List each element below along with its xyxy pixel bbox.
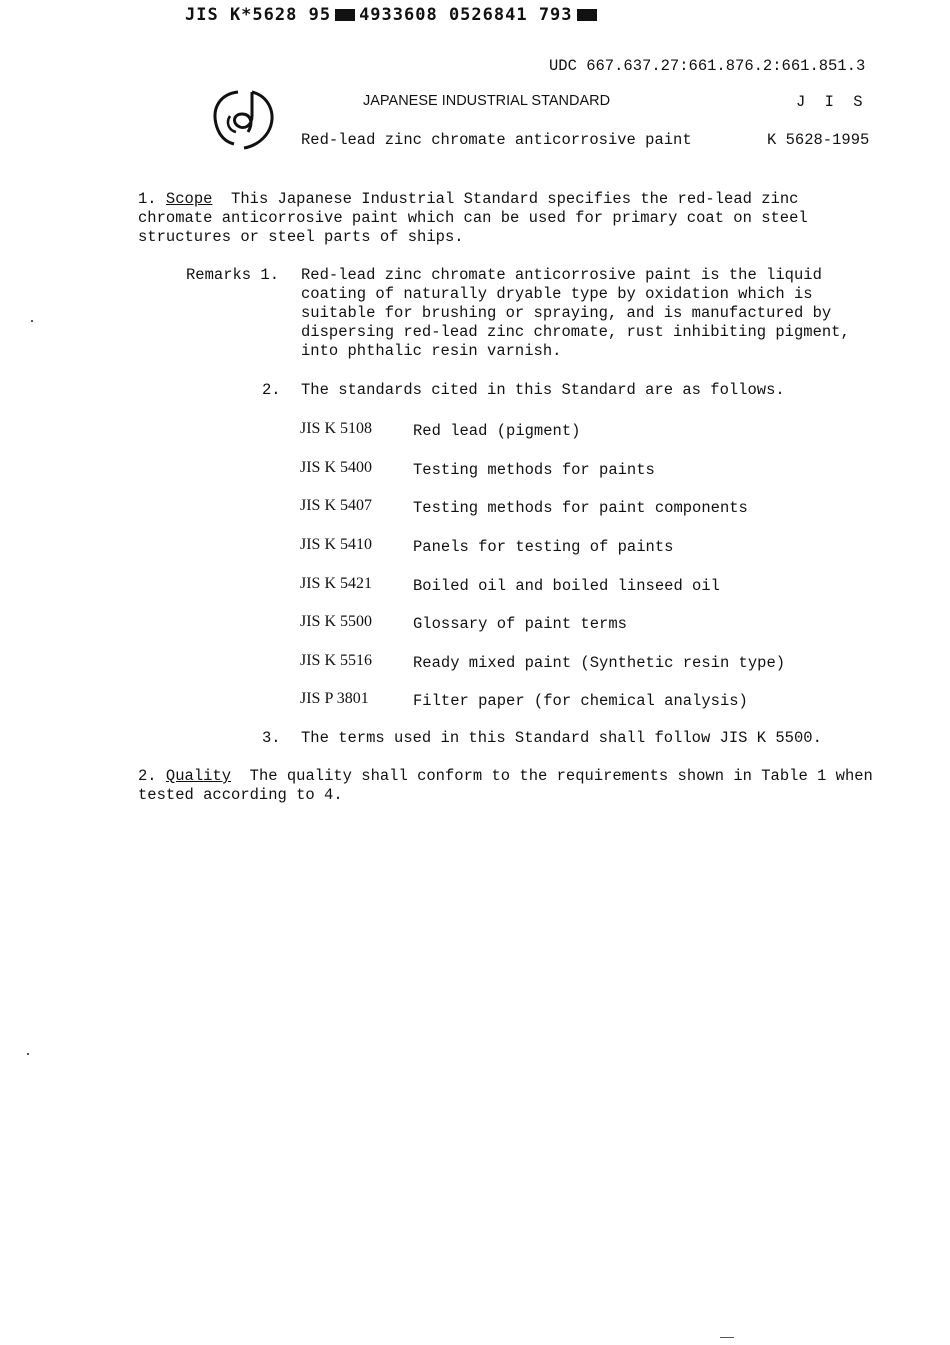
jis-mark-text: J I S	[796, 93, 868, 111]
standard-title: Filter paper (for chemical analysis)	[413, 692, 748, 710]
udc-number: UDC 667.637.27:661.876.2:661.851.3	[549, 57, 866, 75]
document-number: K 5628-1995	[767, 131, 870, 149]
remarks-item-3-number: 3.	[262, 729, 281, 747]
standard-code: JIS K 5108	[300, 420, 373, 437]
jis-mark-icon	[208, 86, 278, 154]
standard-title: Ready mixed paint (Synthetic resin type)	[413, 654, 786, 672]
code-prefix: JIS K*5628 95	[185, 5, 332, 25]
code-mid: 4933608 0526841 793	[359, 5, 573, 25]
section-text: The quality shall conform to the requirements shown in Table 1 when tested according to 4.	[138, 767, 873, 804]
section-scope	[138, 190, 878, 247]
standard-code: JIS K 5400	[300, 459, 373, 476]
standard-title: Testing methods for paints	[413, 461, 655, 479]
standard-title: Boiled oil and boiled linseed oil	[413, 577, 720, 595]
scan-speck	[720, 1337, 734, 1338]
remarks-item-2-number: 2.	[262, 381, 281, 399]
standard-code: JIS K 5410	[300, 536, 373, 553]
standard-title: Testing methods for paint components	[413, 499, 748, 517]
scan-speck	[31, 320, 33, 322]
standard-title: Panels for testing of paints	[413, 538, 674, 556]
section-number: 1.	[138, 190, 157, 208]
document-code-line	[185, 5, 601, 25]
standard-code: JIS K 5407	[300, 497, 373, 514]
remarks-item-2: The standards cited in this Standard are as follows.	[301, 381, 785, 399]
remarks-item-3: The terms used in this Standard shall follow JIS K 5500.	[301, 729, 822, 747]
remarks-label: Remarks 1.	[186, 266, 280, 284]
section-text: This Japanese Industrial Standard specifies the red-lead zinc chromate anticorrosive paint which can be used for primary coat on steel structures or steel parts of ships.	[138, 190, 808, 246]
standard-name: JAPANESE INDUSTRIAL STANDARD	[363, 93, 611, 109]
standard-code: JIS K 5421	[300, 575, 373, 592]
standard-code: JIS K 5516	[300, 652, 373, 669]
remarks-item-1: Red-lead zinc chromate anticorrosive paint is the liquid coating of naturally dryable type by oxidation which is suitable for brushing or spraying, and is manufactured by dispersing red-lead zinc chromate, rust inhibiting pigment, into phthalic resin varnish.	[301, 266, 850, 360]
block-mark	[335, 9, 355, 21]
standard-code: JIS P 3801	[300, 690, 369, 707]
standard-code: JIS K 5500	[300, 613, 373, 630]
document-title: Red-lead zinc chromate anticorrosive paint	[301, 131, 692, 149]
section-heading: Quality	[165, 767, 232, 785]
section-quality	[138, 767, 878, 805]
section-heading: Scope	[165, 190, 213, 208]
block-mark	[577, 9, 597, 21]
standard-title: Glossary of paint terms	[413, 615, 627, 633]
scan-speck	[27, 1053, 29, 1055]
section-number: 2.	[138, 767, 157, 785]
standard-title: Red lead (pigment)	[413, 422, 581, 440]
